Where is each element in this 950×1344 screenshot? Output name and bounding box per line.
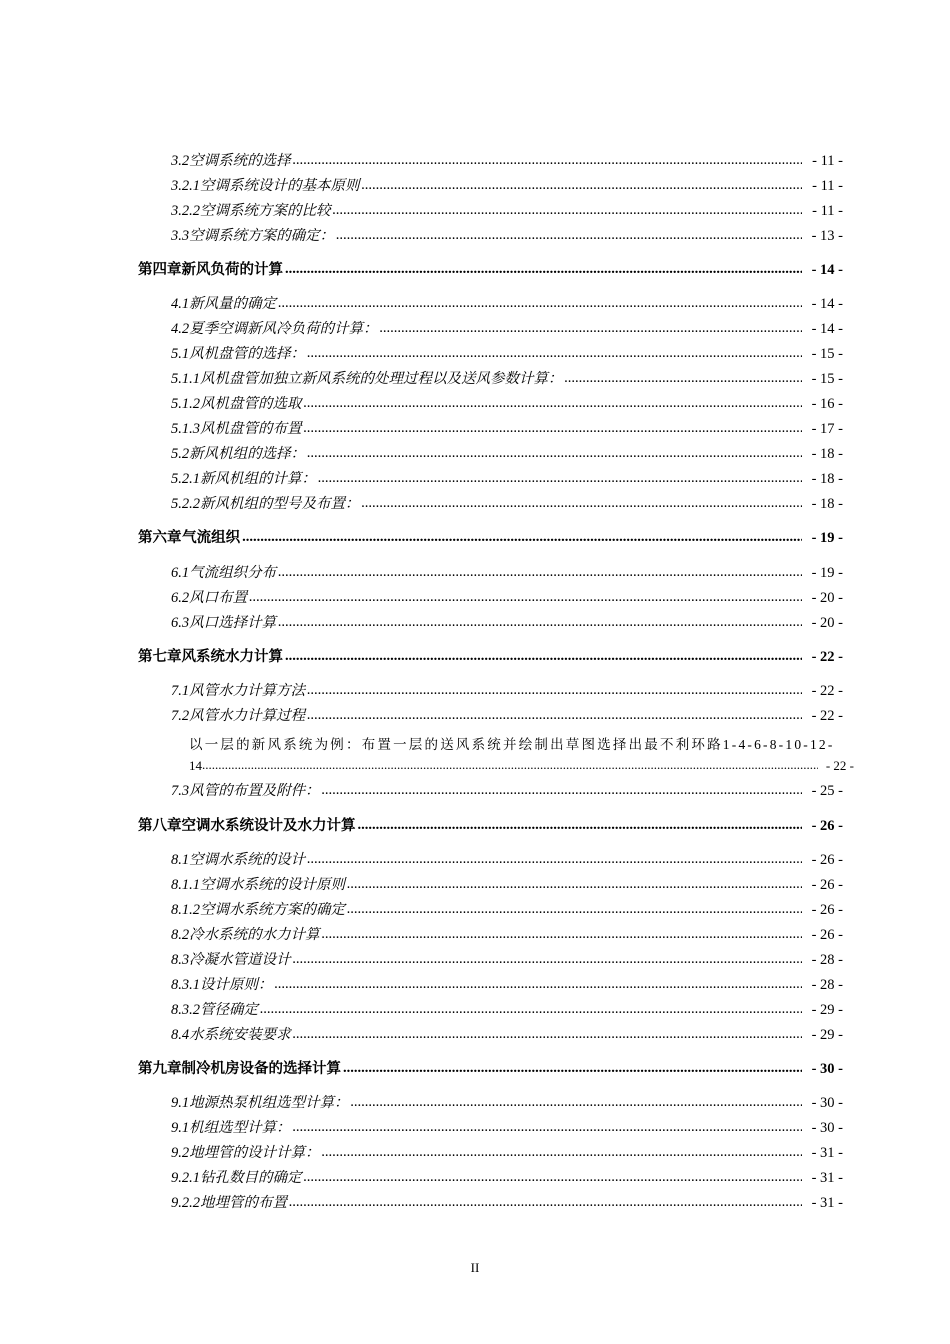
toc-leader-dots — [304, 395, 803, 412]
toc-leader-dots — [333, 202, 803, 219]
toc-entry-number: 7.2 — [171, 708, 190, 724]
toc-page-number: - 13 - — [811, 228, 843, 244]
toc-entry-number: 9.2.2 — [171, 1195, 200, 1211]
toc-entry-title: 地埋管的布置 — [200, 1195, 287, 1211]
toc-entry-number: 3.2 — [171, 153, 190, 169]
toc-leader-dots — [322, 926, 802, 943]
toc-section-entry[interactable] — [171, 1166, 843, 1187]
toc-page-number: - 30 - — [811, 1095, 843, 1111]
toc-chapter-entry[interactable] — [138, 1057, 843, 1078]
toc-leader-dots — [304, 420, 803, 437]
toc-page-number: - 29 - — [811, 1027, 843, 1043]
toc-page-number: - 31 - — [811, 1145, 843, 1161]
toc-entry-number: 8.1.1 — [171, 877, 200, 893]
toc-entry-title: 机组选型计算： — [189, 1120, 291, 1136]
toc-leader-dots — [293, 1119, 802, 1136]
toc-page-number: - 11 - — [812, 203, 843, 219]
toc-section-entry[interactable] — [171, 1191, 843, 1212]
toc-entry-number: 4.2 — [171, 321, 190, 337]
toc-entry-number: 第六章 — [138, 530, 182, 546]
toc-section-entry[interactable] — [171, 199, 843, 220]
toc-entry-number: 5.2 — [171, 446, 190, 462]
toc-page-number: - 30 - — [811, 1061, 843, 1077]
toc-leader-dots — [307, 707, 802, 724]
toc-entry-title: 空调系统设计的基本原则 — [200, 178, 360, 194]
toc-entry-title: 风机盘管的布置 — [200, 421, 302, 437]
toc-leader-dots — [336, 227, 802, 244]
toc-entry-number: 5.1.3 — [171, 421, 200, 437]
toc-chapter-entry[interactable] — [138, 258, 843, 279]
toc-section-entry[interactable] — [171, 561, 843, 582]
toc-page-number: - 19 - — [811, 565, 843, 581]
toc-section-entry[interactable] — [171, 317, 843, 338]
toc-page-number: - 14 - — [811, 296, 843, 312]
toc-entry-title: 冷凝水管道设计 — [189, 952, 291, 968]
toc-entry-number: 5.1.2 — [171, 396, 200, 412]
toc-leader-dots — [278, 614, 802, 631]
toc-entry-title: 管径确定 — [200, 1002, 258, 1018]
toc-entry-title: 新风负荷的计算 — [181, 262, 283, 278]
toc-entry-number: 5.1.1 — [171, 371, 200, 387]
toc-entry-title: 钻孔数目的确定 — [200, 1170, 302, 1186]
toc-leader-dots — [362, 177, 803, 194]
toc-leader-dots — [278, 564, 802, 581]
toc-entry-title: 地埋管的设计计算： — [189, 1145, 320, 1161]
toc-leader-dots — [249, 589, 802, 606]
toc-entry-title: 水系统安装要求 — [189, 1027, 291, 1043]
toc-section-entry[interactable] — [171, 417, 843, 438]
toc-section-entry[interactable] — [171, 704, 843, 725]
toc-page-number: - 30 - — [811, 1120, 843, 1136]
toc-section-entry[interactable] — [171, 948, 843, 969]
toc-page-number: - 11 - — [812, 178, 843, 194]
toc-entry-number: 7.3 — [171, 783, 190, 799]
toc-chapter-entry[interactable] — [138, 526, 843, 547]
toc-leader-dots — [380, 320, 802, 337]
toc-leader-dots — [322, 782, 802, 799]
toc-page-number: - 20 - — [811, 590, 843, 606]
toc-leader-dots — [202, 757, 818, 773]
toc-entry-title: 风管的布置及附件： — [189, 783, 320, 799]
toc-leader-dots — [278, 295, 802, 312]
toc-entry-title: 新风机组的计算： — [200, 471, 316, 487]
toc-entry-number: 第七章 — [138, 649, 182, 665]
toc-entry-number: 8.3.1 — [171, 977, 200, 993]
toc-leader-dots — [293, 152, 802, 169]
toc-entry-title: 气流组织分布 — [189, 565, 277, 581]
toc-entry-number: 6.2 — [171, 590, 190, 606]
toc-leader-dots — [347, 901, 802, 918]
toc-entry-number: 8.3.2 — [171, 1002, 200, 1018]
toc-page-number: - 16 - — [811, 396, 843, 412]
toc-entry-number: 8.3 — [171, 952, 190, 968]
toc-section-entry[interactable] — [171, 1116, 843, 1137]
toc-section-entry[interactable] — [171, 492, 843, 513]
toc-entry-number: 9.2.1 — [171, 1170, 200, 1186]
toc-page-number: - 18 - — [811, 496, 843, 512]
toc-entry-title: 风机盘管的选取 — [200, 396, 302, 412]
toc-section-entry[interactable] — [171, 342, 843, 363]
toc-entry-number: 5.1 — [171, 346, 190, 362]
toc-entry-title: 制冷机房设备的选择计算 — [181, 1061, 341, 1077]
toc-leader-dots — [318, 470, 802, 487]
toc-entry-number: 4.1 — [171, 296, 190, 312]
toc-page-number: - 26 - — [811, 852, 843, 868]
toc-section-entry[interactable] — [171, 898, 843, 919]
toc-entry-number: 3.2.2 — [171, 203, 200, 219]
toc-section-entry[interactable] — [171, 1141, 843, 1162]
toc-entry-number: 8.1 — [171, 852, 190, 868]
toc-page-number: - 22 - — [811, 683, 843, 699]
toc-section-entry[interactable] — [171, 973, 843, 994]
toc-section-entry[interactable] — [171, 779, 843, 800]
toc-leader-dots — [343, 1060, 802, 1077]
toc-leader-dots — [565, 370, 803, 387]
toc-page-number: - 28 - — [811, 952, 843, 968]
toc-chapter-entry[interactable] — [138, 814, 843, 835]
toc-page-number: - 31 - — [811, 1170, 843, 1186]
toc-long-entry-line1: 以一层的新风系统为例：布置一层的送风系统并绘制出草图选择出最不利环路1-4-6-8-10-12- — [189, 737, 835, 752]
toc-page-number: - 17 - — [811, 421, 843, 437]
toc-entry-number: 3.3 — [171, 228, 190, 244]
toc-section-entry[interactable] — [171, 923, 843, 944]
toc-long-entry-line2 — [189, 758, 854, 774]
toc-leader-dots — [293, 1026, 802, 1043]
toc-page-number: - 26 - — [811, 818, 843, 834]
toc-page-number: - 14 - — [811, 321, 843, 337]
toc-page-number: - 25 - — [811, 783, 843, 799]
toc-entry-title: 风口选择计算 — [189, 615, 277, 631]
toc-entry-number: 9.1 — [171, 1095, 190, 1111]
toc-section-entry[interactable] — [171, 367, 843, 388]
toc-section-entry[interactable] — [171, 149, 843, 170]
toc-entry-number: 5.2.2 — [171, 496, 200, 512]
toc-entry-title: 气流组织 — [182, 530, 241, 546]
toc-entry-title: 空调水系统的设计原则 — [200, 877, 345, 893]
toc-leader-dots — [285, 648, 802, 665]
toc-leader-dots — [362, 495, 803, 512]
toc-page-number: - 18 - — [811, 471, 843, 487]
toc-entry-title: 空调系统方案的比较 — [200, 203, 331, 219]
toc-leader-dots — [293, 951, 802, 968]
toc-page-number: - 20 - — [811, 615, 843, 631]
toc-entry-title: 风系统水力计算 — [181, 649, 283, 665]
toc-chapter-entry[interactable] — [138, 645, 843, 666]
toc-entry-number: 第四章 — [138, 262, 182, 278]
toc-leader-dots — [260, 1001, 802, 1018]
toc-entry-title: 14 — [189, 758, 202, 773]
toc-leader-dots — [307, 445, 802, 462]
toc-page-number: - 14 - — [811, 262, 843, 278]
toc-entry-title: 设计原则： — [200, 977, 273, 993]
toc-page-number: - 11 - — [812, 153, 843, 169]
toc-entry-title: 空调水系统的设计 — [189, 852, 306, 868]
toc-page-number: - 19 - — [811, 530, 843, 546]
toc-entry-title: 空调水系统设计及水力计算 — [181, 818, 356, 834]
toc-leader-dots — [347, 876, 802, 893]
toc-page-number: - 29 - — [811, 1002, 843, 1018]
toc-entry-title: 新风机组的型号及布置： — [200, 496, 360, 512]
toc-entry-title: 冷水系统的水力计算 — [189, 927, 320, 943]
toc-entry-title: 新风机组的选择： — [189, 446, 306, 462]
toc-page-number: - 26 - — [811, 927, 843, 943]
toc-entry-title: 夏季空调新风冷负荷的计算： — [189, 321, 378, 337]
toc-entry-title: 空调系统的选择 — [189, 153, 291, 169]
toc-page-number: - 22 - — [811, 649, 843, 665]
toc-entry-title: 地源热泵机组选型计算： — [189, 1095, 349, 1111]
toc-section-entry[interactable] — [171, 586, 843, 607]
toc-leader-dots — [307, 851, 802, 868]
toc-section-entry[interactable] — [171, 224, 843, 245]
toc-leader-dots — [304, 1169, 803, 1186]
toc-section-entry[interactable] — [171, 1091, 843, 1112]
toc-leader-dots — [285, 261, 802, 278]
toc-entry-number: 7.1 — [171, 683, 190, 699]
toc-entry-title: 空调系统方案的确定： — [189, 228, 335, 244]
toc-entry-title: 风管水力计算过程 — [189, 708, 306, 724]
toc-section-entry[interactable] — [171, 998, 843, 1019]
toc-page-number: - 22 - — [811, 708, 843, 724]
toc-section-entry[interactable] — [171, 679, 843, 700]
toc-page-number: - 26 - — [811, 877, 843, 893]
toc-entry-title: 风机盘管加独立新风系统的处理过程以及送风参数计算： — [200, 371, 563, 387]
toc-entry-title: 风机盘管的选择： — [189, 346, 306, 362]
toc-leader-dots — [242, 529, 802, 546]
toc-page-number: - 22 - — [825, 758, 854, 773]
toc-section-entry[interactable] — [171, 442, 843, 463]
toc-section-entry[interactable] — [171, 292, 843, 313]
toc-page-number: - 31 - — [811, 1195, 843, 1211]
toc-page-number: - 15 - — [811, 371, 843, 387]
toc-entry-title: 新风量的确定 — [189, 296, 277, 312]
toc-leader-dots — [307, 682, 802, 699]
toc-entry-number: 8.4 — [171, 1027, 190, 1043]
toc-section-entry[interactable] — [171, 467, 843, 488]
toc-page-number: - 28 - — [811, 977, 843, 993]
toc-section-entry[interactable] — [171, 848, 843, 869]
toc-section-entry[interactable] — [171, 392, 843, 413]
toc-section-entry[interactable] — [171, 611, 843, 632]
toc-entry-number: 6.3 — [171, 615, 190, 631]
toc-section-entry[interactable] — [171, 1023, 843, 1044]
page-footer-number: II — [470, 1260, 480, 1275]
toc-entry-title: 风口布置 — [189, 590, 248, 606]
toc-section-entry[interactable] — [171, 174, 843, 195]
toc-page-number: - 26 - — [811, 902, 843, 918]
toc-leader-dots — [275, 976, 803, 993]
toc-entry-title: 风管水力计算方法 — [189, 683, 306, 699]
toc-leader-dots — [322, 1144, 802, 1161]
toc-page-number: - 15 - — [811, 346, 843, 362]
toc-entry-number: 第九章 — [138, 1061, 182, 1077]
toc-entry-title: 空调水系统方案的确定 — [200, 902, 345, 918]
toc-section-entry[interactable] — [171, 873, 843, 894]
toc-leader-dots — [307, 345, 802, 362]
toc-entry-number: 6.1 — [171, 565, 190, 581]
toc-entry-number: 3.2.1 — [171, 178, 200, 194]
toc-entry-number: 9.2 — [171, 1145, 190, 1161]
toc-page-number: - 18 - — [811, 446, 843, 462]
toc-leader-dots — [358, 817, 803, 834]
toc-entry-number: 8.1.2 — [171, 902, 200, 918]
toc-entry-number: 8.2 — [171, 927, 190, 943]
toc-entry-number: 第八章 — [138, 818, 182, 834]
toc-leader-dots — [351, 1094, 802, 1111]
toc-entry-number: 9.1 — [171, 1120, 190, 1136]
toc-entry-number: 5.2.1 — [171, 471, 200, 487]
toc-leader-dots — [289, 1194, 802, 1211]
